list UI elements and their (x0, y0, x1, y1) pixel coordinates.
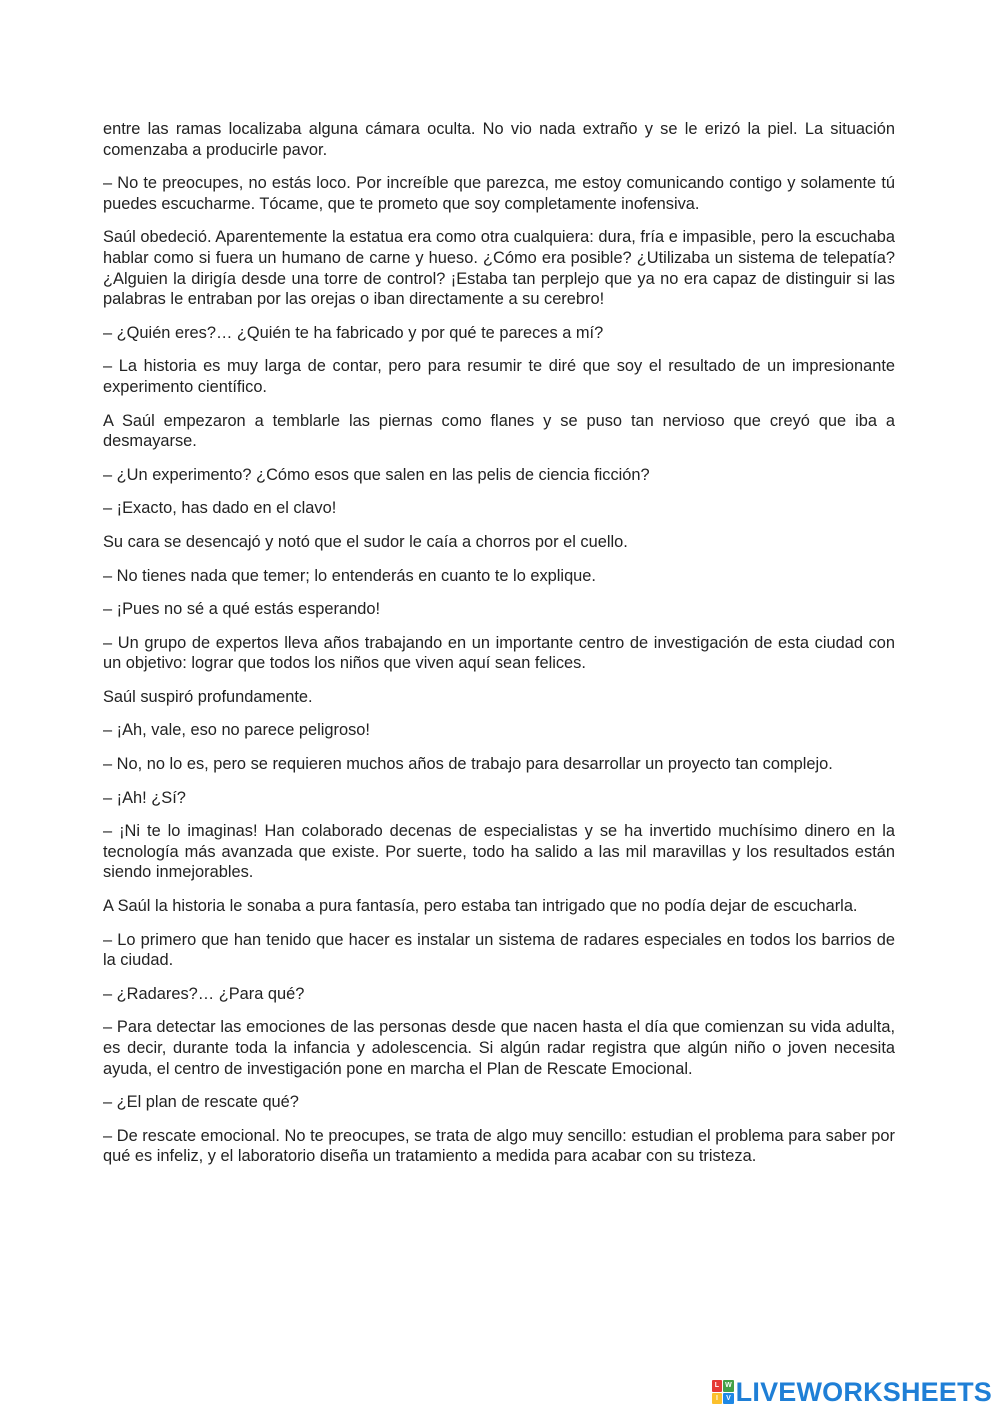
paragraph: Saúl obedeció. Aparentemente la estatua era como otra cualquiera: dura, fría e impasible, pero la escuchaba hablar como si fuera un humano de carne y hueso. ¿Cómo era posible? ¿Utilizaba un sistema de telepatía? ¿Alguien la dirigía desde una torre de control? ¡Estaba tan perplejo que ya no era capaz de distinguir si las palabras le entraban por las orejas o iban directamente a su cerebro! (103, 228, 895, 309)
paragraph: – ¡Ah! ¿Sí? (103, 788, 186, 807)
paragraph: – ¿Un experimento? ¿Cómo esos que salen en las pelis de ciencia ficción? (103, 465, 650, 484)
paragraph: entre las ramas localizaba alguna cámara oculta. No vio nada extraño y se le erizó la piel. La situación comenzaba a producirle pavor. (103, 120, 895, 159)
paragraph: Su cara se desencajó y notó que el sudor le caía a chorros por el cuello. (103, 532, 628, 551)
logo-mark-cell: W (723, 1380, 734, 1392)
paragraph: – Para detectar las emociones de las personas desde que nacen hasta el día que comienzan su vida adulta, es decir, durante toda la infancia y adolescencia. Si algún radar registra que algún niño o joven necesita ayuda, el centro de investigación pone en marcha el Plan de Rescate Emocional. (103, 1018, 895, 1078)
paragraph: – No tienes nada que temer; lo entenderás en cuanto te lo explique. (103, 566, 596, 585)
liveworksheets-logo[interactable] (712, 1377, 992, 1407)
paragraph: – Lo primero que han tenido que hacer es instalar un sistema de radares especiales en todos los barrios de la ciudad. (103, 930, 895, 970)
paragraph: – La historia es muy larga de contar, pero para resumir te diré que soy el resultado de un impresionante experimento científico. (103, 357, 895, 396)
document-body (103, 119, 895, 1180)
paragraph: A Saúl empezaron a temblarle las piernas como flanes y se puso tan nervioso que creyó que iba a desmayarse. (103, 411, 895, 451)
paragraph: – ¡Pues no sé a qué estás esperando! (103, 600, 381, 619)
paragraph: Saúl suspiró profundamente. (103, 687, 313, 706)
paragraph: – No, no lo es, pero se requieren muchos años de trabajo para desarrollar un proyecto tan complejo. (103, 755, 833, 774)
paragraph: – ¡Ni te lo imaginas! Han colaborado decenas de especialistas y se ha invertido muchísimo dinero en la tecnología más avanzada que existe. Por suerte, todo ha salido a las mil maravillas y los resultados están siendo inmejorables. (103, 822, 895, 882)
paragraph: – No te preocupes, no estás loco. Por increíble que parezca, me estoy comunicando contigo y solamente tú puedes escucharme. Tócame, que te prometo que soy completamente inofensiva. (103, 174, 895, 213)
logo-mark-cell: I (712, 1393, 723, 1405)
paragraph: – De rescate emocional. No te preocupes, se trata de algo muy sencillo: estudian el problema para saber por qué es infeliz, y el laboratorio diseña un tratamiento a medida para acabar con su tristeza. (103, 1126, 895, 1166)
paragraph: – ¿El plan de rescate qué? (103, 1093, 299, 1112)
paragraph: – Un grupo de expertos lleva años trabajando en un importante centro de investigación de esta ciudad con un objetivo: lograr que todos los niños que viven aquí sean felices. (103, 633, 895, 673)
paragraph: – ¿Radares?… ¿Para qué? (103, 984, 305, 1003)
logo-mark-cell: L (712, 1380, 723, 1392)
paragraph: – ¡Ah, vale, eso no parece peligroso! (103, 721, 370, 740)
paragraph: – ¿Quién eres?… ¿Quién te ha fabricado y por qué te pareces a mí? (103, 323, 604, 342)
paragraph: – ¡Exacto, has dado en el clavo! (103, 499, 337, 518)
liveworksheets-logo-icon (712, 1380, 734, 1404)
paragraph: A Saúl la historia le sonaba a pura fantasía, pero estaba tan intrigado que no podía dejar de escucharla. (103, 897, 858, 916)
logo-mark-cell: V (723, 1393, 734, 1405)
logo-text: LIVEWORKSHEETS (735, 1376, 992, 1407)
